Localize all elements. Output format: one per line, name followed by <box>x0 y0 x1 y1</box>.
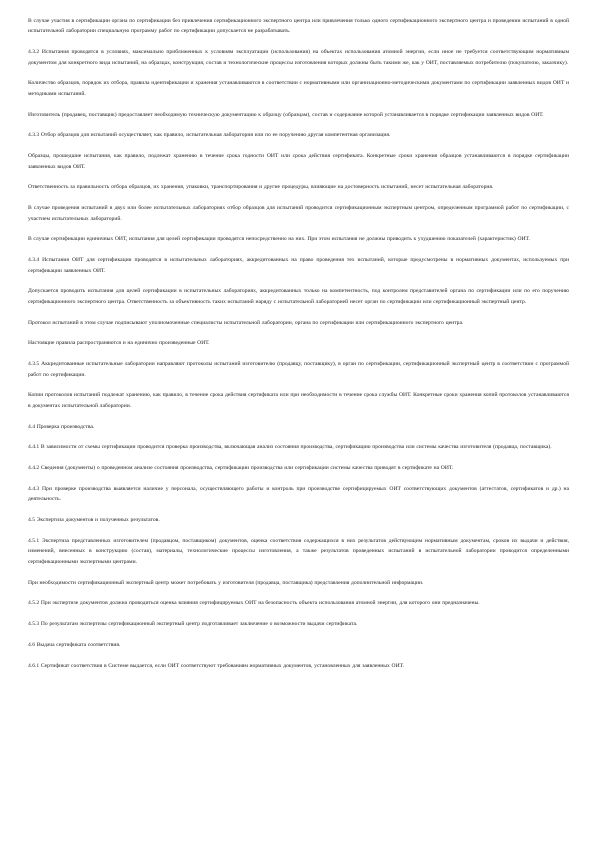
paragraph-4-5-3: 4.5.3 По результатам экспертизы сертификационный экспертный центр подготавливает заключение о возможности выдачи сертификата. <box>28 621 358 628</box>
paragraph-4-5-2: 4.5.2 При экспертизе документов должна проводиться оценка влияния сертифицируемых ОИТ на безопасность объекта использования атомной энергии, для которого они предназначены. <box>28 600 480 607</box>
paragraph-4-3-2: 4.3.2 Испытания проводятся в условиях, максимально приближенных к условиям эксплуатации (использования) на объектах использования атомной энергии, если иное не требуется соответствующим нормативным документом для конкретного вида испытаний, на образцах, конструкция, состав и технологические процессы изготовления которых должны быть такими же, как у ОИТ, поставляемых потребителю (покупателю, заказчику). <box>28 49 569 66</box>
heading-4-4: 4.4 Проверка производства. <box>28 423 95 430</box>
paragraph-4-5-1: 4.5.1 Экспертиза представленных изготовителем (продавцом, поставщиком) документов, оценка соответствия содержащихся в них результатов действующим нормативным документам, сроков их выдачи и действия, изменений, внесенных в конструкцию (состав), материалы, технологические процессы изготовления, а также результатов проведенных испытаний в испытательной лаборатории проводится определенными сертификационными экспертными центрами. <box>28 538 569 565</box>
paragraph-4-4-3: 4.4.3 При проверке производства выявляется наличие у персонала, осуществляющего работы и контроль при производстве сертифицируемых ОИТ соответствующих документов (аттестатов, сертификатов и др.) на деятельность. <box>28 486 569 503</box>
paragraph-4-3-5: 4.3.5 Аккредитованные испытательные лаборатории направляют протоколы испытаний изготовителю (продавцу, поставщику), в орган по сертификации, сертификационный экспертный центр в соответствии с программой работ по сертификации. <box>28 361 569 378</box>
paragraph-test-protocol: Протокол испытаний в этом случае подписывают уполномоченные специалисты испытательной лаборатории, органа по сертификации или сертификационного экспертного центра. <box>28 319 464 326</box>
paragraph-manufacturer-docs: Изготовитель (продавец, поставщик) предоставляет необходимую техническую документацию к образцу (образцам), состав и содержание которой устанавливается в порядке сертификации заявленных видов ОИТ. <box>28 111 544 118</box>
paragraph-4-3-4: 4.3.4 Испытания ОИТ для сертификации проводятся в испытательных лабораториях, аккредитованных на право проведения тех испытаний, которые предусмотрены в нормативных документах, используемых при сертификации заявленных ОИТ. <box>28 257 569 274</box>
paragraph-4-4-2: 4.4.2 Сведения (документы) о проведенном анализе состояния производства, сертификации производства или сертификации системы качества приводят в сертификате на ОИТ. <box>28 465 454 472</box>
paragraph-sample-count: Количество образцов, порядок их отбора, правила идентификации и хранения устанавливаются в соответствии с нормативными или организационно-методическими документами по сертификации заявленных видов ОИТ и методиками испытаний. <box>28 80 569 97</box>
paragraph-expert-center-note: В случае участия в сертификации органа по сертификации без привлечения сертификационного экспертного центра или привлечения только одного сертификационного экспертного центра и проведении испытаний в одной испытательной лаборатории специальную программу работ по сертификации допускается не разрабатывать. <box>28 18 569 35</box>
paragraph-4-6-1: 4.6.1 Сертификат соответствия в Системе выдается, если ОИТ соответствуют требованиям нормативных документов, установленных для заявленных ОИТ. <box>28 662 404 669</box>
heading-4-6: 4.6 Выдача сертификата соответствия. <box>28 642 121 648</box>
paragraph-competence-labs: Допускается проводить испытания для целей сертификации в испытательных лабораториях, аккредитованных только на компетентность, под контролем представителей органа по сертификации или по его поручению сертификационного экспертного центра. Ответственность за объективность таких испытаний наряду с испытательной лабораторией несет орган по сертификации или сертификационный экспертный центр. <box>28 288 569 305</box>
paragraph-sample-storage: Образцы, прошедшие испытания, как правило, подлежат хранению в течение срока годности ОИТ или срока действия сертификата. Конкретные сроки хранения образцов устанавливаются в порядке сертификации заявленных видов ОИТ. <box>28 153 569 170</box>
paragraph-additional-info: При необходимости сертификационный экспертный центр может потребовать у изготовителя (продавца, поставщика) представления дополнительной информации. <box>28 579 424 586</box>
paragraph-4-4-1: 4.4.1 В зависимости от схемы сертификации проводится проверка производства, включающая анализ состояния производства, сертификацию производства или системы качества изготовителя (продавца, поставщика). <box>28 444 552 451</box>
paragraph-single-items: В случае сертификации единичных ОИТ, испытания для целей сертификации проводятся непосредственно на них. При этом испытания не должны приводить к ухудшению показателей (характеристик) ОИТ. <box>28 236 530 243</box>
paragraph-4-3-3: 4.3.3 Отбор образцов для испытаний осуществляет, как правило, испытательная лаборатория или по ее поручению другая компетентная организация. <box>28 132 391 139</box>
paragraph-single-produced: Настоящие правила распространяются и на единично произведенные ОИТ. <box>28 340 210 347</box>
paragraph-responsibility: Ответственность за правильность отбора образцов, их хранения, упаковки, транспортирования и другие процедуры, влияющие на достоверность испытаний, несет испытательная лаборатория. <box>28 184 494 191</box>
heading-4-5: 4.5 Экспертиза документов и полученных результатов. <box>28 517 160 524</box>
paragraph-protocol-copies: Копии протоколов испытаний подлежат хранению, как правило, в течение срока действия сертификата или при необходимости в течение срока службы ОИТ. Конкретные сроки хранения копий протоколов устанавливаются в документах испытательной лаборатории. <box>28 392 569 409</box>
paragraph-multiple-labs: В случае проведения испытаний в двух или более испытательных лабораториях отбор образцов для испытаний проводится сертификационным экспертным центром, определенным программой работ по сертификации, с участием испытательных лабораторий. <box>28 205 569 222</box>
